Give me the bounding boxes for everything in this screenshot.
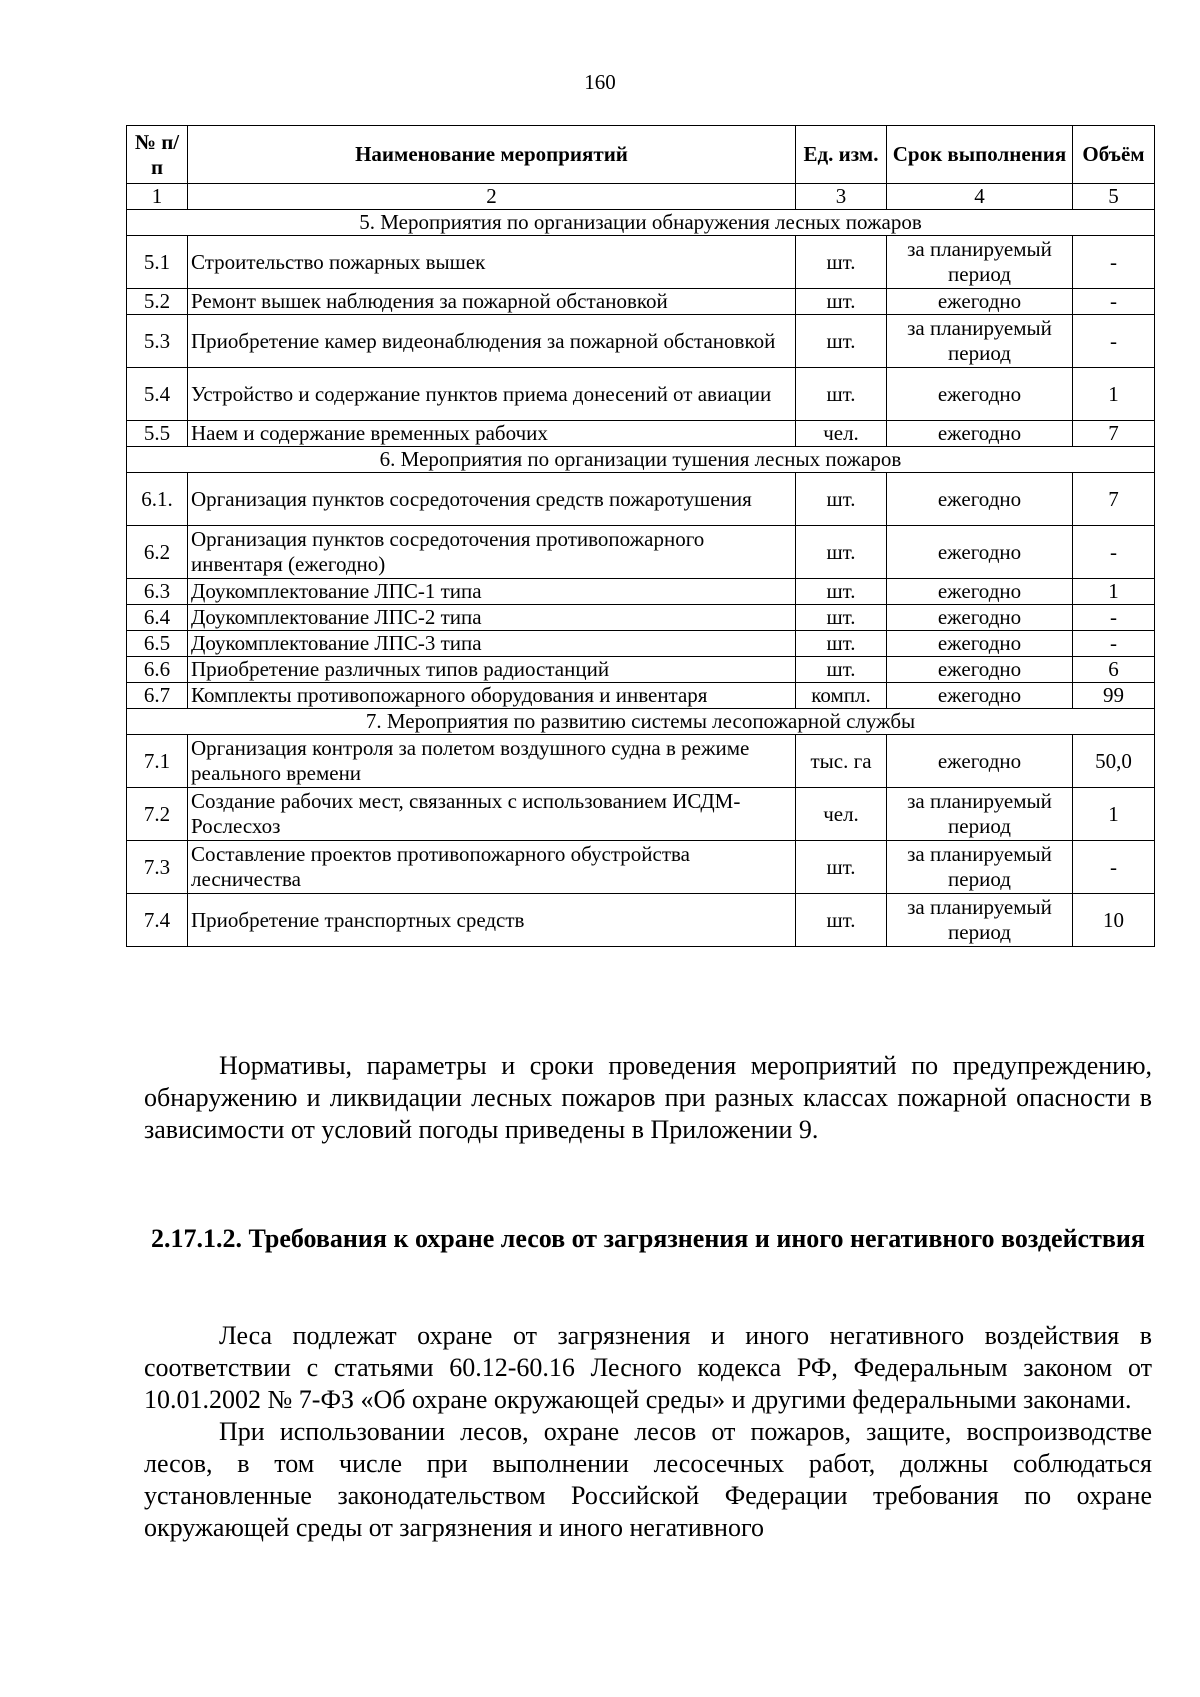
row-unit: шт. xyxy=(796,315,887,368)
column-number: 5 xyxy=(1073,184,1155,210)
table-row xyxy=(127,788,1155,841)
row-name: Организация пунктов сосредоточения противопожарного инвентаря (ежегодно) xyxy=(188,526,796,579)
row-volume: - xyxy=(1073,605,1155,631)
row-number: 5.2 xyxy=(127,289,188,315)
row-number: 6.1. xyxy=(127,473,188,526)
row-volume: - xyxy=(1073,841,1155,894)
row-term: ежегодно xyxy=(887,657,1073,683)
row-volume: 1 xyxy=(1073,579,1155,605)
row-unit: шт. xyxy=(796,631,887,657)
row-unit: шт. xyxy=(796,841,887,894)
table-row xyxy=(127,894,1155,947)
table-row xyxy=(127,368,1155,421)
row-unit: компл. xyxy=(796,683,887,709)
measures-table xyxy=(126,125,1155,947)
row-term: ежегодно xyxy=(887,605,1073,631)
row-name: Доукомплектование ЛПС-3 типа xyxy=(188,631,796,657)
row-name: Приобретение различных типов радиостанций xyxy=(188,657,796,683)
row-unit: шт. xyxy=(796,473,887,526)
row-number: 6.3 xyxy=(127,579,188,605)
row-number: 7.4 xyxy=(127,894,188,947)
row-term: ежегодно xyxy=(887,631,1073,657)
row-volume: - xyxy=(1073,526,1155,579)
row-name: Доукомплектование ЛПС-1 типа xyxy=(188,579,796,605)
header-unit: Ед. изм. xyxy=(796,126,887,184)
column-number: 3 xyxy=(796,184,887,210)
row-volume: 6 xyxy=(1073,657,1155,683)
row-name: Устройство и содержание пунктов приема донесений от авиации xyxy=(188,368,796,421)
row-unit: шт. xyxy=(796,289,887,315)
row-name: Ремонт вышек наблюдения за пожарной обстановкой xyxy=(188,289,796,315)
table-row xyxy=(127,289,1155,315)
section-title: 7. Мероприятия по развитию системы лесопожарной службы xyxy=(127,709,1155,735)
section-heading: 2.17.1.2. Требования к охране лесов от загрязнения и иного негативного воздействия xyxy=(151,1224,1145,1253)
row-name: Комплекты противопожарного оборудования и инвентаря xyxy=(188,683,796,709)
row-volume: 50,0 xyxy=(1073,735,1155,788)
row-term: ежегодно xyxy=(887,683,1073,709)
table-row xyxy=(127,421,1155,447)
row-number: 5.1 xyxy=(127,236,188,289)
row-number: 6.2 xyxy=(127,526,188,579)
row-term: ежегодно xyxy=(887,473,1073,526)
row-name: Наем и содержание временных рабочих xyxy=(188,421,796,447)
row-name: Строительство пожарных вышек xyxy=(188,236,796,289)
header-term: Срок выполнения xyxy=(887,126,1073,184)
row-number: 5.4 xyxy=(127,368,188,421)
row-unit: шт. xyxy=(796,894,887,947)
table-row xyxy=(127,841,1155,894)
table-row xyxy=(127,683,1155,709)
norms-paragraph: Нормативы, параметры и сроки проведения мероприятий по предупреждению, обнаружению и ликвидации лесных пожаров при разных классах пожарной опасности в зависимости от условий погоды приведены в Приложении 9. xyxy=(144,1051,1152,1144)
table-row xyxy=(127,473,1155,526)
table-row xyxy=(127,526,1155,579)
row-unit: шт. xyxy=(796,236,887,289)
column-number: 4 xyxy=(887,184,1073,210)
use-paragraph: При использовании лесов, охране лесов от пожаров, защите, воспроизводстве лесов, в том числе при выполнении лесосечных работ, должны соблюдаться установленные законодательством Российской Федерации требования по охране окружающей среды от загрязнения и иного негативного xyxy=(144,1417,1152,1542)
section-row xyxy=(127,709,1155,735)
header-name: Наименование мероприятий xyxy=(188,126,796,184)
row-term: за планируемый период xyxy=(887,788,1073,841)
row-number: 6.5 xyxy=(127,631,188,657)
table-row xyxy=(127,236,1155,289)
table-row xyxy=(127,605,1155,631)
table-row xyxy=(127,631,1155,657)
row-name: Организация пунктов сосредоточения средств пожаротушения xyxy=(188,473,796,526)
table-row xyxy=(127,657,1155,683)
row-term: за планируемый период xyxy=(887,236,1073,289)
column-number: 2 xyxy=(188,184,796,210)
column-number: 1 xyxy=(127,184,188,210)
row-name: Приобретение транспортных средств xyxy=(188,894,796,947)
row-number: 5.3 xyxy=(127,315,188,368)
table-row xyxy=(127,735,1155,788)
table-row xyxy=(127,315,1155,368)
row-number: 6.6 xyxy=(127,657,188,683)
section-row xyxy=(127,447,1155,473)
header-num: № п/п xyxy=(127,126,188,184)
row-name: Составление проектов противопожарного обустройства лесничества xyxy=(188,841,796,894)
row-volume: 7 xyxy=(1073,473,1155,526)
row-unit: шт. xyxy=(796,605,887,631)
row-unit: шт. xyxy=(796,368,887,421)
row-term: ежегодно xyxy=(887,368,1073,421)
row-volume: - xyxy=(1073,631,1155,657)
row-volume: 1 xyxy=(1073,368,1155,421)
row-unit: шт. xyxy=(796,526,887,579)
row-unit: тыс. га xyxy=(796,735,887,788)
row-number: 7.2 xyxy=(127,788,188,841)
row-name: Создание рабочих мест, связанных с использованием ИСДМ-Рослесхоз xyxy=(188,788,796,841)
row-number: 6.7 xyxy=(127,683,188,709)
row-term: ежегодно xyxy=(887,526,1073,579)
column-numbers-row xyxy=(127,184,1155,210)
row-term: ежегодно xyxy=(887,289,1073,315)
row-unit: чел. xyxy=(796,421,887,447)
table-row xyxy=(127,579,1155,605)
row-name: Приобретение камер видеонаблюдения за пожарной обстановкой xyxy=(188,315,796,368)
section-row xyxy=(127,210,1155,236)
row-volume: - xyxy=(1073,315,1155,368)
row-volume: - xyxy=(1073,236,1155,289)
row-term: ежегодно xyxy=(887,735,1073,788)
section-title: 6. Мероприятия по организации тушения лесных пожаров xyxy=(127,447,1155,473)
page-number: 160 xyxy=(584,70,616,94)
header-volume: Объём xyxy=(1073,126,1155,184)
table-header-row xyxy=(127,126,1155,184)
row-unit: шт. xyxy=(796,657,887,683)
law-paragraph: Леса подлежат охране от загрязнения и иного негативного воздействия в соответствии с статьями 60.12-60.16 Лесного кодекса РФ, Федеральным законом от 10.01.2002 № 7-ФЗ «Об охране окружающей среды» и другими федеральными законами. xyxy=(144,1321,1152,1414)
table-body xyxy=(127,210,1155,947)
row-number: 7.3 xyxy=(127,841,188,894)
row-volume: - xyxy=(1073,289,1155,315)
row-volume: 99 xyxy=(1073,683,1155,709)
row-unit: чел. xyxy=(796,788,887,841)
law-paragraph-block xyxy=(144,1320,1152,1544)
row-term: за планируемый период xyxy=(887,841,1073,894)
row-volume: 10 xyxy=(1073,894,1155,947)
row-volume: 1 xyxy=(1073,788,1155,841)
row-term: ежегодно xyxy=(887,421,1073,447)
row-term: за планируемый период xyxy=(887,894,1073,947)
row-unit: шт. xyxy=(796,579,887,605)
section-title: 5. Мероприятия по организации обнаружения лесных пожаров xyxy=(127,210,1155,236)
row-name: Организация контроля за полетом воздушного судна в режиме реального времени xyxy=(188,735,796,788)
norms-paragraph-block xyxy=(144,1050,1152,1146)
row-volume: 7 xyxy=(1073,421,1155,447)
row-term: за планируемый период xyxy=(887,315,1073,368)
row-number: 5.5 xyxy=(127,421,188,447)
row-number: 7.1 xyxy=(127,735,188,788)
row-name: Доукомплектование ЛПС-2 типа xyxy=(188,605,796,631)
row-term: ежегодно xyxy=(887,579,1073,605)
row-number: 6.4 xyxy=(127,605,188,631)
